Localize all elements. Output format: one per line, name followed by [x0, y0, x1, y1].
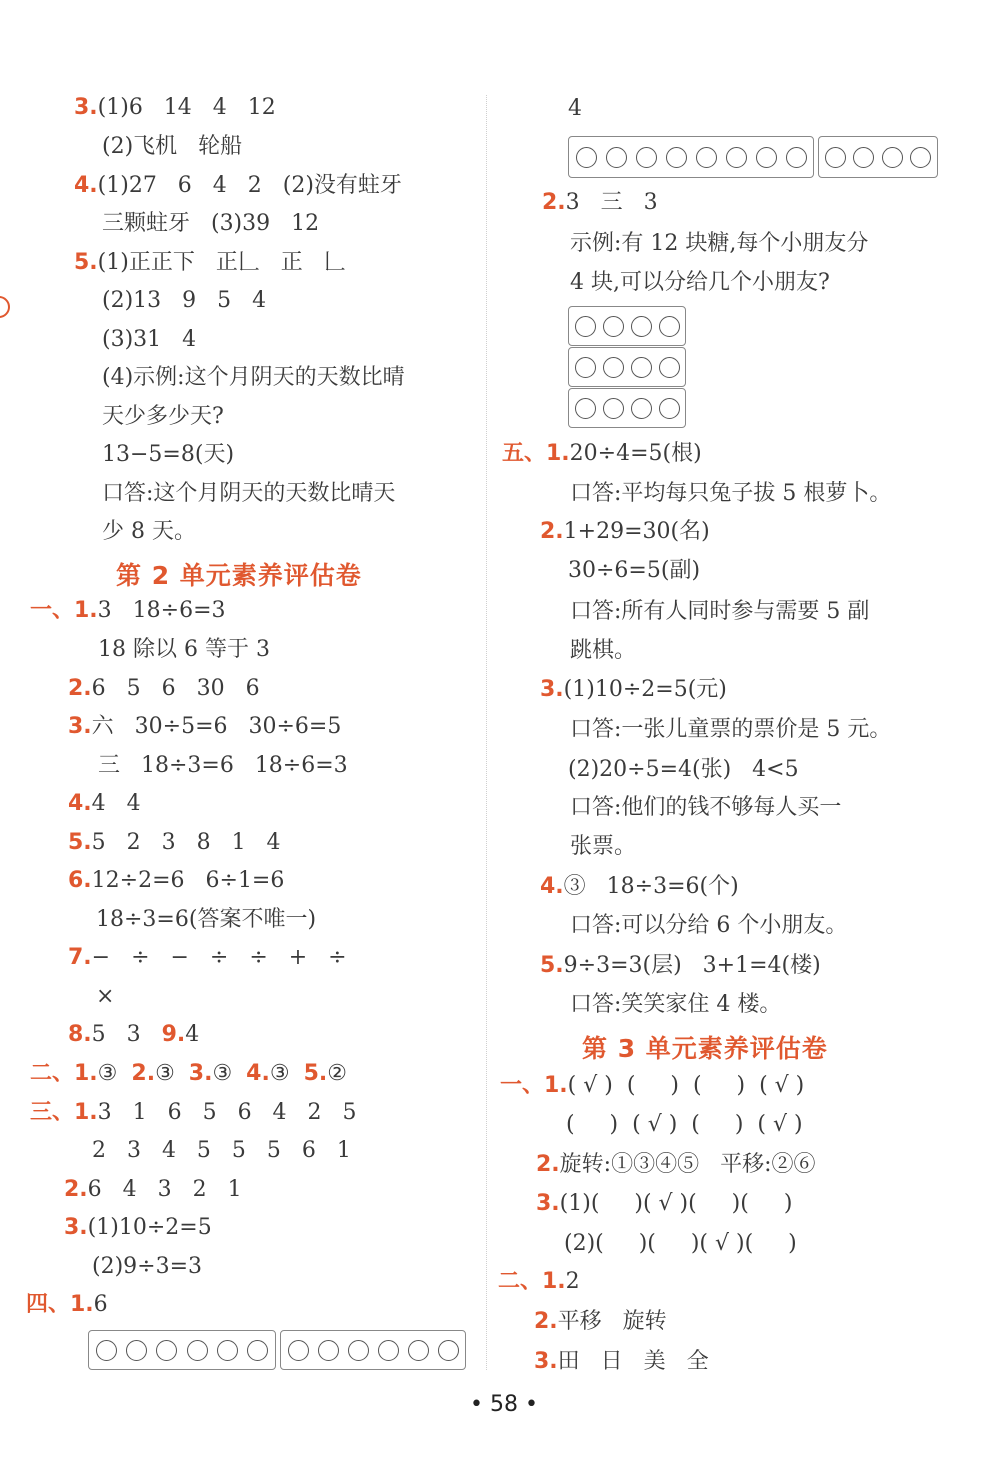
answer-line: 2.3 三 3	[542, 190, 658, 215]
counter-circle	[786, 147, 807, 168]
answer-line: 跳棋。	[570, 638, 637, 663]
counter-circle	[631, 357, 652, 378]
counter-circle	[853, 147, 874, 168]
answer-line: 四、1.6	[26, 1292, 108, 1317]
counter-circle	[217, 1340, 238, 1361]
answer-line: 2.平移 旋转	[534, 1309, 667, 1334]
circle-group	[280, 1330, 466, 1370]
answer-line: 五、1.20÷4=5(根)	[502, 441, 702, 466]
answer-line: (3)31 4	[102, 327, 197, 352]
counter-circle	[882, 147, 903, 168]
answer-line: 2.6 5 6 30 6	[68, 676, 260, 701]
answer-line: 5.9÷3=3(层) 3+1=4(楼)	[540, 953, 821, 978]
counter-circle	[408, 1340, 429, 1361]
counter-circle	[825, 147, 846, 168]
page-number: • 58 •	[470, 1392, 538, 1417]
counter-circle	[603, 398, 624, 419]
counter-circle	[187, 1340, 208, 1361]
counter-circle	[756, 147, 777, 168]
answer-line: 2.6 4 3 2 1	[64, 1177, 242, 1202]
counter-circle	[696, 147, 717, 168]
answer-line: 3.六 30÷5=6 30÷6=5	[68, 714, 342, 739]
answer-line: 口答:平均每只兔子拔 5 根萝卜。	[570, 481, 892, 506]
counter-circle	[659, 398, 680, 419]
answer-line: 4	[568, 96, 582, 121]
answer-line: 口答:所有人同时参与需要 5 副	[570, 599, 870, 624]
circle-group	[818, 136, 938, 178]
answer-line: 三 18÷3=6 18÷6=3	[98, 753, 348, 778]
answer-line: 4.③ 18÷3=6(个)	[540, 874, 739, 899]
answer-line: 张票。	[570, 834, 637, 859]
answer-line: 7.− ÷ − ÷ ÷ + ÷	[68, 945, 347, 970]
answer-line: 3.田 日 美 全	[534, 1349, 709, 1374]
answer-line: 口答:他们的钱不够每人买一	[570, 795, 842, 820]
answer-line: 4 块,可以分给几个小朋友?	[570, 270, 830, 295]
counter-circle	[378, 1340, 399, 1361]
counter-circle	[575, 316, 596, 337]
counter-circle	[659, 316, 680, 337]
answer-line: ×	[96, 984, 115, 1009]
counter-circle	[438, 1340, 459, 1361]
circle-group	[88, 1330, 276, 1370]
counter-circle	[575, 398, 596, 419]
counter-circle	[910, 147, 931, 168]
answer-line: 3.(1)10÷2=5(元)	[540, 677, 727, 702]
counter-circle	[603, 357, 624, 378]
counter-circle	[247, 1340, 268, 1361]
circle-group	[568, 306, 686, 346]
answer-line: 2 3 4 5 5 5 6 1	[92, 1138, 351, 1163]
counter-circle	[576, 147, 597, 168]
counter-circle	[348, 1340, 369, 1361]
counter-circle	[126, 1340, 147, 1361]
answer-line: 5.(1)正正下 正𠃊 正 𠃊	[74, 250, 346, 275]
answer-line: 口答:笑笑家住 4 楼。	[570, 992, 782, 1017]
answer-line: 13−5=8(天)	[102, 442, 235, 467]
answer-line: 8.5 3 9.4	[68, 1022, 200, 1047]
answer-line: (2)20÷5=4(张) 4<5	[568, 757, 799, 782]
answer-line: 18÷3=6(答案不唯一)	[96, 907, 317, 932]
answer-line: 三、1.3 1 6 5 6 4 2 5	[30, 1100, 357, 1125]
answer-line: 3.(1)6 14 4 12	[74, 95, 276, 120]
answer-line: 3.(1)10÷2=5	[64, 1215, 212, 1240]
margin-mark	[0, 296, 10, 318]
answer-line: 三颗蛀牙 (3)39 12	[102, 211, 320, 236]
answer-line: ( ) ( √ ) ( ) ( √ )	[566, 1112, 803, 1137]
counter-circle	[603, 316, 624, 337]
answer-line: 4.(1)27 6 4 2 (2)没有蛀牙	[74, 173, 402, 198]
counter-circle	[636, 147, 657, 168]
counter-circle	[726, 147, 747, 168]
answer-line: (4)示例:这个月阴天的天数比晴	[102, 365, 405, 390]
counter-circle	[96, 1340, 117, 1361]
answer-line: (2)13 9 5 4	[102, 288, 267, 313]
answer-line: 2.1+29=30(名)	[540, 519, 710, 544]
answer-line: 30÷6=5(副)	[568, 558, 701, 583]
answer-line: (2)9÷3=3	[92, 1254, 203, 1279]
answer-line: 4.4 4	[68, 791, 141, 816]
circle-group	[568, 347, 686, 387]
counter-circle	[659, 357, 680, 378]
circle-group	[568, 388, 686, 428]
answer-line: (2)( )( )( √ )( )	[564, 1231, 797, 1256]
answer-line: 3.(1)( )( √ )( )( )	[536, 1191, 793, 1216]
counter-circle	[156, 1340, 177, 1361]
counter-circle	[631, 316, 652, 337]
answer-line: 口答:可以分给 6 个小朋友。	[570, 913, 848, 938]
counter-circle	[631, 398, 652, 419]
answer-line: 一、1.( √ ) ( ) ( ) ( √ )	[500, 1073, 805, 1098]
answer-line: 二、1.③ 2.③ 3.③ 4.③ 5.②	[30, 1061, 347, 1086]
counter-circle	[288, 1340, 309, 1361]
answer-line: 6.12÷2=6 6÷1=6	[68, 868, 285, 893]
counter-circle	[575, 357, 596, 378]
circle-group	[568, 136, 814, 178]
answer-line: 5.5 2 3 8 1 4	[68, 830, 281, 855]
answer-line: 一、1.3 18÷6=3	[30, 598, 226, 623]
unit-2-title: 第 2 单元素养评估卷	[116, 561, 362, 590]
answer-line: 2.旋转:①③④⑤ 平移:②⑥	[536, 1152, 816, 1177]
answer-line: 少 8 天。	[102, 519, 196, 544]
counter-circle	[666, 147, 687, 168]
answer-line: 天少多少天?	[102, 404, 224, 429]
answer-line: (2)飞机 轮船	[102, 134, 243, 159]
column-divider	[486, 95, 487, 1370]
answer-line: 口答:一张儿童票的票价是 5 元。	[570, 717, 892, 742]
unit-3-title: 第 3 单元素养评估卷	[582, 1034, 828, 1063]
answer-line: 示例:有 12 块糖,每个小朋友分	[570, 231, 869, 256]
counter-circle	[606, 147, 627, 168]
answer-line: 二、1.2	[498, 1269, 580, 1294]
counter-circle	[318, 1340, 339, 1361]
answer-line: 口答:这个月阴天的天数比晴天	[102, 481, 396, 506]
answer-line: 18 除以 6 等于 3	[98, 637, 270, 662]
